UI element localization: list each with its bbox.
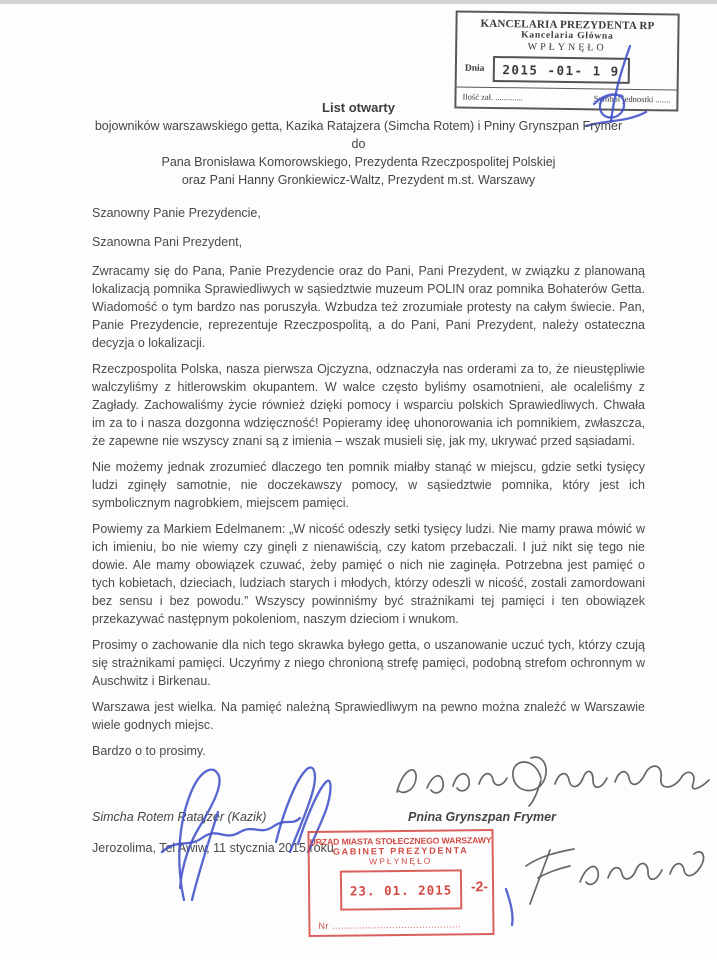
paragraph: Rzeczpospolita Polska, nasza pierwsza Ojczyzna, odznaczyła nas orderami za to, że nieustępliwie walczyliśmy z hitlerowskim okupantem. W walce często byliśmy osamotnieni, ale ocaleliśmy z Zagłady. Zachowaliśmy życie również dzięki pomocy i wsparciu polskich Sprawiedliwych. Chwała im za to i nasza dozgonna wdzięczność! Popieramy ideę uhonorowania ich pomnikiem, zwłaszcza, że zapewne nie wszyscy znani są z imienia – wszak musieli się, jak my, ukrywać przed sąsiadami.: [92, 362, 645, 448]
stamp-date-label: Dnia: [464, 63, 485, 74]
paragraph: Nie możemy jednak zrozumieć dlaczego ten pomnik miałby stanąć w miejscu, gdzie setki tysięcy ludzi zginęły samotnie, nie doczekawszy pomocy, w sąsiedztwie pomnika, który jest ich symbolicznym nagrobkiem, miejscem pamięci.: [92, 460, 645, 510]
paragraph: Powiemy za Markiem Edelmanem: „W nicość odeszły setki tysięcy ludzi. Nie mamy prawa mówić w ich imieniu, bo nie wiemy czy ginęli z nienawiścią, czy katom przebaczali. I już nikt się tego nie dowie. Ale mamy obowiązek czuwać, żeby pamięć o nich nie zaginęła. Potrzebna jest pamięć o tych kobietach, dzieciach, ludziach starych i młodych, którzy odeszli w nicość, zostali zamordowani bez sensu i bez powodu.” Wszyscy powinniśmy być strażnikami tej pamięci i ten obowiązek przekazywać następnym pokoleniom, naszym dzieciom i wnukom.: [92, 522, 645, 626]
stamp-org-name: KANCELARIA PREZYDENTA RP: [480, 17, 655, 33]
stamp-office-name: Kancelaria Główna: [521, 30, 614, 42]
salutation-2: Szanowna Pani Prezydent,: [92, 235, 243, 249]
stamp-city-received-label: WPŁYNĘŁO: [369, 855, 433, 867]
paragraph: Warszawa jest wielka. Na pamięć należną Sprawiedliwym na pewno można znaleźć w Warszawie wiele godnych miejsc.: [92, 700, 645, 732]
salutation-1: Szanowny Panie Prezydencie,: [92, 206, 261, 220]
stamp-city-org-name: URZĄD MIASTA STOŁECZNEGO WARSZAWY: [309, 835, 492, 847]
place-and-date-line: Jerozolima, Tel Awiw, 11 stycznia 2015 roku: [92, 841, 334, 855]
stamp-date-value: 2015 -01- 1 9: [492, 56, 630, 84]
signatory-left-name: Simcha Rotem Ratajzer (Kazik): [92, 810, 267, 824]
letter-header: [50, 99, 667, 189]
stamp-received-label: WPŁYNĘŁO: [527, 41, 607, 54]
paragraph: Zwracamy się do Pana, Panie Prezydencie oraz do Pani, Pani Prezydent, w związku z planowaną lokalizacją pomnika Sprawiedliwych w sąsiedztwie muzeum POLIN oraz pomnika Bohaterów Getta. Wiadomość o tym bardzo nas poruszyła. Wzbudza też zrozumiałe protesty na całym świecie. Pan, Panie Prezydencie, reprezentuje Rzeczpospolitą, a do Pani, Pani Prezydent, należy ostateczna decyzja o lokalizacji.: [92, 264, 645, 350]
letter-subtitle: bojowników warszawskiego getta, Kazika Ratajzera (Simcha Rotem) i Pniny Grynszpan Frymer: [94, 119, 623, 133]
stamp-city-nr-label: Nr ...........................................: [318, 919, 462, 931]
paragraph: Prosimy o zachowanie dla nich tego skrawka byłego getta, o uszanowanie uczuć tych, którzy czują się strażnikami pamięci. Uczyńmy z niego chronioną strefę pamięci, podobną strefom ochronnym w Auschwitz i Birkenau.: [92, 638, 645, 688]
stamp-city-date-value: 23. 01. 2015: [340, 869, 462, 910]
stamp-city-office-name: GABINET PREZYDENTA: [332, 845, 469, 857]
handwritten-signature-pnina-line1: [383, 750, 711, 808]
handwritten-mark-blue: [500, 886, 522, 928]
stamp-unit-label: Symbol jednostki .......: [593, 93, 671, 105]
handwritten-signature-pnina-line2: [520, 836, 708, 908]
letter-addressee-1: Pana Bronisława Komorowskiego, Prezydenta Rzeczpospolitej Polskiej: [161, 155, 556, 169]
letter-addressee-2: oraz Pani Hanny Gronkiewicz-Waltz, Prezydent m.st. Warszawy: [181, 173, 536, 187]
stamp-city-number: -2-: [470, 878, 489, 895]
stamp-city-date-row: [310, 868, 492, 914]
letter-title: List otwarty: [322, 100, 395, 115]
signatory-right-name: Pnina Grynszpan Frymer: [408, 810, 556, 824]
closing-line: Bardzo o to prosimy.: [92, 744, 206, 758]
stamp-attachments-label: Ilość zał. .............: [462, 91, 523, 103]
letter-to-word: do: [351, 137, 366, 151]
letter-body: [92, 204, 645, 768]
city-hall-receipt-stamp: [307, 829, 494, 937]
scan-edge-artifact: [0, 0, 717, 4]
